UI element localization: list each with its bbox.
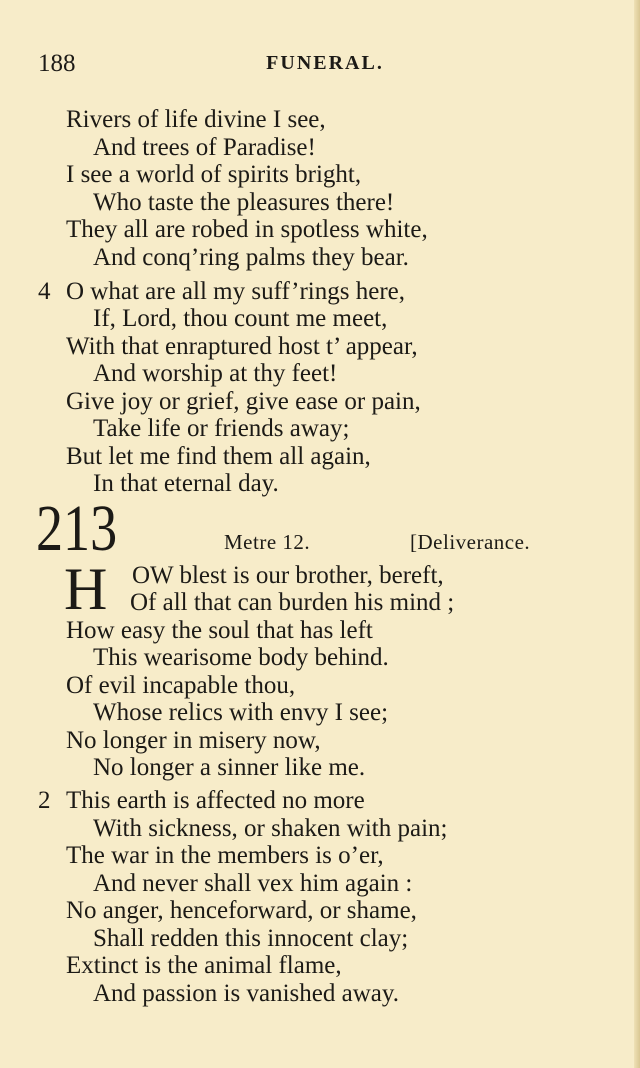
- verse-line: I see a world of spirits bright,: [66, 161, 362, 188]
- verse-line: And worship at thy feet!: [93, 360, 338, 387]
- verse-number: 2: [38, 787, 51, 814]
- verse-line: Who taste the pleasures there!: [93, 189, 395, 216]
- verse-line: O what are all my suff’rings here,: [66, 278, 406, 305]
- verse-line: No longer a sinner like me.: [93, 754, 366, 781]
- metre-label: Metre 12.: [224, 530, 311, 554]
- verse-line: Rivers of life divine I see,: [66, 106, 326, 133]
- verse-line: With that enraptured host t’ appear,: [66, 333, 418, 360]
- running-title: FUNERAL.: [266, 52, 384, 74]
- verse-line: And never shall vex him again :: [93, 870, 413, 897]
- drop-cap: H: [64, 556, 108, 622]
- verse-line: And passion is vanished away.: [93, 980, 399, 1007]
- verse-line: With sickness, or shaken with pain;: [93, 815, 448, 842]
- page-edge: [634, 0, 640, 1068]
- verse-line: And trees of Paradise!: [93, 134, 316, 161]
- verse-line: If, Lord, thou count me meet,: [93, 305, 388, 332]
- verse-line: This earth is affected no more: [66, 787, 365, 814]
- page-header: [38, 50, 592, 80]
- verse-line: Give joy or grief, give ease or pain,: [66, 388, 421, 415]
- verse-line: Whose relics with envy I see;: [93, 699, 389, 726]
- verse-line: No longer in misery now,: [66, 727, 321, 754]
- verse-line: And conq’ring palms they bear.: [93, 244, 409, 271]
- verse-line: But let me find them all again,: [66, 443, 371, 470]
- verse-line: OW blest is our brother, bereft,: [132, 562, 444, 589]
- verse-line: Take life or friends away;: [93, 415, 350, 442]
- verse-line: This wearisome body behind.: [93, 644, 389, 671]
- hymn-number: 213: [36, 492, 118, 565]
- verse-line: They all are robed in spotless white,: [66, 216, 428, 243]
- verse-line: The war in the members is o’er,: [66, 842, 384, 869]
- page-number: 188: [38, 50, 76, 77]
- verse-line: Shall redden this innocent clay;: [93, 925, 409, 952]
- verse-number: 4: [38, 278, 51, 305]
- tune-name: [Deliverance.: [410, 530, 531, 554]
- verse-line: Of evil incapable thou,: [66, 672, 296, 699]
- verse-line: Extinct is the animal flame,: [66, 952, 342, 979]
- verse-line: No anger, henceforward, or shame,: [66, 897, 417, 924]
- verse-line: In that eternal day.: [93, 470, 279, 497]
- verse-line: Of all that can burden his mind ;: [130, 589, 455, 616]
- verse-line: How easy the soul that has left: [66, 617, 373, 644]
